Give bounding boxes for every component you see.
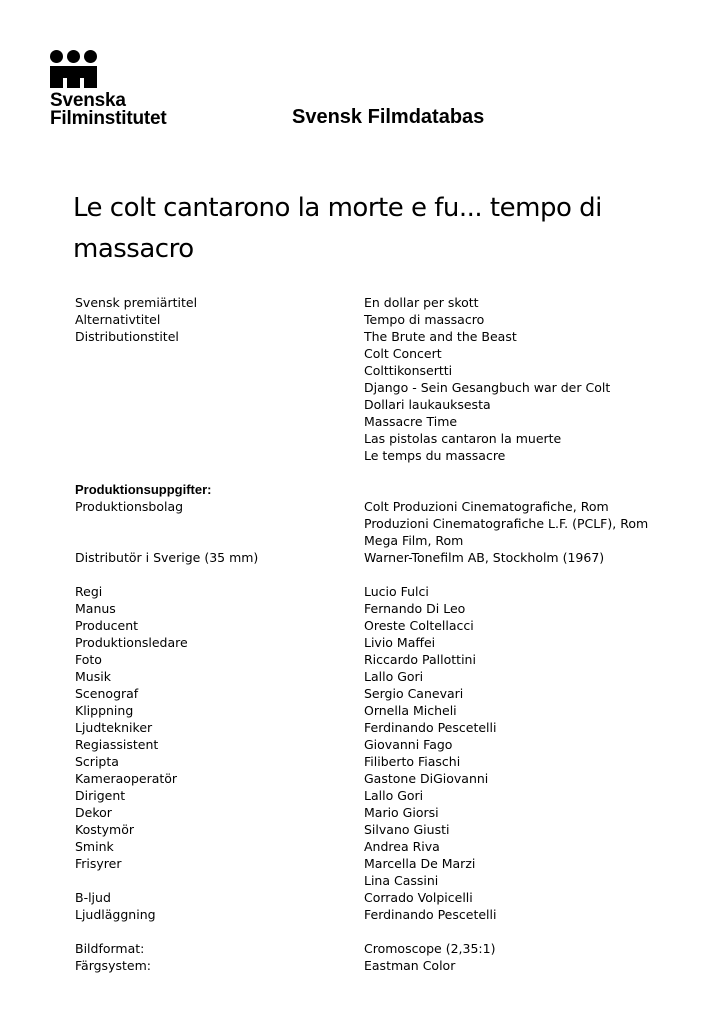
detail-row (75, 328, 705, 345)
detail-row (75, 549, 705, 566)
detail-label: Regiassistent (75, 737, 159, 752)
detail-value: Marcella De Marzi (364, 856, 476, 871)
detail-row (75, 719, 705, 736)
detail-row (75, 413, 705, 430)
detail-row (75, 464, 705, 481)
detail-value: Colt Concert (364, 346, 442, 361)
detail-row (75, 736, 705, 753)
detail-value: Filiberto Fiaschi (364, 754, 461, 769)
detail-row (75, 362, 705, 379)
detail-row (75, 685, 705, 702)
logo (50, 50, 180, 128)
detail-label: Klippning (75, 703, 134, 718)
detail-value: Mega Film, Rom (364, 533, 464, 548)
detail-value: Gastone DiGiovanni (364, 771, 489, 786)
detail-label: Ljudtekniker (75, 720, 153, 735)
detail-row (75, 957, 705, 974)
detail-label: Smink (75, 839, 114, 854)
detail-value: Colttikonsertti (364, 363, 453, 378)
detail-row (75, 940, 705, 957)
detail-value: The Brute and the Beast (364, 329, 517, 344)
detail-row (75, 838, 705, 855)
detail-row (75, 430, 705, 447)
section-heading: Produktionsuppgifter: (75, 482, 212, 497)
detail-row (75, 923, 705, 940)
detail-row (75, 634, 705, 651)
detail-row (75, 872, 705, 889)
detail-value: Lallo Gori (364, 788, 424, 803)
detail-value: Dollari laukauksesta (364, 397, 491, 412)
detail-row (75, 889, 705, 906)
logo-text-line1: Svenska (50, 90, 126, 111)
detail-label: Musik (75, 669, 111, 684)
detail-label: Scenograf (75, 686, 139, 701)
detail-row (75, 668, 705, 685)
detail-value: Lallo Gori (364, 669, 424, 684)
detail-value: Corrado Volpicelli (364, 890, 473, 905)
detail-label: Kameraoperatör (75, 771, 178, 786)
detail-value: Fernando Di Leo (364, 601, 466, 616)
detail-value: Warner-Tonefilm AB, Stockholm (1967) (364, 550, 605, 565)
detail-row (75, 583, 705, 600)
section-heading-row (75, 481, 705, 498)
detail-value: Eastman Color (364, 958, 456, 973)
detail-value: Silvano Giusti (364, 822, 450, 837)
detail-label: Scripta (75, 754, 119, 769)
detail-row (75, 651, 705, 668)
detail-label: Producent (75, 618, 139, 633)
detail-row (75, 515, 705, 532)
logo-text-line2: Filminstitutet (50, 108, 167, 129)
detail-value: Mario Giorsi (364, 805, 439, 820)
detail-value: Django - Sein Gesangbuch war der Colt (364, 380, 611, 395)
detail-value: Cromoscope (2,35:1) (364, 941, 496, 956)
detail-label: Dirigent (75, 788, 126, 803)
site-name: Svensk Filmdatabas (292, 106, 485, 128)
detail-value: Le temps du massacre (364, 448, 506, 463)
detail-label: Alternativtitel (75, 312, 161, 327)
logo-text (50, 92, 180, 128)
detail-row (75, 566, 705, 583)
detail-row (75, 617, 705, 634)
detail-row (75, 447, 705, 464)
detail-label: Produktionsbolag (75, 499, 184, 514)
detail-value: Massacre Time (364, 414, 458, 429)
detail-value: Ornella Micheli (364, 703, 457, 718)
detail-label: Kostymör (75, 822, 134, 837)
detail-label: Dekor (75, 805, 112, 820)
detail-row (75, 532, 705, 549)
detail-label: Frisyrer (75, 856, 122, 871)
detail-label: Färgsystem: (75, 958, 151, 973)
detail-row (75, 498, 705, 515)
detail-label: Foto (75, 652, 102, 667)
detail-value: Sergio Canevari (364, 686, 464, 701)
detail-label: Distributör i Sverige (35 mm) (75, 550, 259, 565)
detail-row (75, 804, 705, 821)
detail-row (75, 770, 705, 787)
detail-value: Lina Cassini (364, 873, 439, 888)
detail-value: Oreste Coltellacci (364, 618, 474, 633)
detail-value: Produzioni Cinematografiche L.F. (PCLF), Rom (364, 516, 649, 531)
detail-label: Bildformat: (75, 941, 145, 956)
detail-value: Ferdinando Pescetelli (364, 720, 497, 735)
detail-label: Svensk premiärtitel (75, 295, 198, 310)
detail-value: Andrea Riva (364, 839, 440, 854)
detail-value: Ferdinando Pescetelli (364, 907, 497, 922)
detail-value: Tempo di massacro (364, 312, 485, 327)
detail-value: Lucio Fulci (364, 584, 429, 599)
detail-value: Giovanni Fago (364, 737, 453, 752)
detail-row (75, 345, 705, 362)
svenska-filminstitutet-logo-icon (50, 50, 98, 88)
detail-value: Livio Maffei (364, 635, 436, 650)
detail-row (75, 906, 705, 923)
detail-row (75, 702, 705, 719)
film-details (75, 294, 705, 974)
detail-row (75, 311, 705, 328)
detail-value: En dollar per skott (364, 295, 479, 310)
detail-row (75, 600, 705, 617)
detail-row (75, 753, 705, 770)
detail-label: Distributionstitel (75, 329, 179, 344)
detail-label: Produktionsledare (75, 635, 188, 650)
detail-value: Colt Produzioni Cinematografiche, Rom (364, 499, 609, 514)
detail-row (75, 294, 705, 311)
detail-label: B-ljud (75, 890, 111, 905)
detail-label: Ljudläggning (75, 907, 156, 922)
detail-value: Las pistolas cantaron la muerte (364, 431, 562, 446)
detail-label: Manus (75, 601, 116, 616)
detail-label: Regi (75, 584, 103, 599)
detail-value: Riccardo Pallottini (364, 652, 476, 667)
detail-row (75, 821, 705, 838)
film-title: Le colt cantarono la morte e fu... tempo di massacro (73, 193, 602, 264)
detail-row (75, 379, 705, 396)
detail-row (75, 855, 705, 872)
detail-row (75, 787, 705, 804)
detail-row (75, 396, 705, 413)
